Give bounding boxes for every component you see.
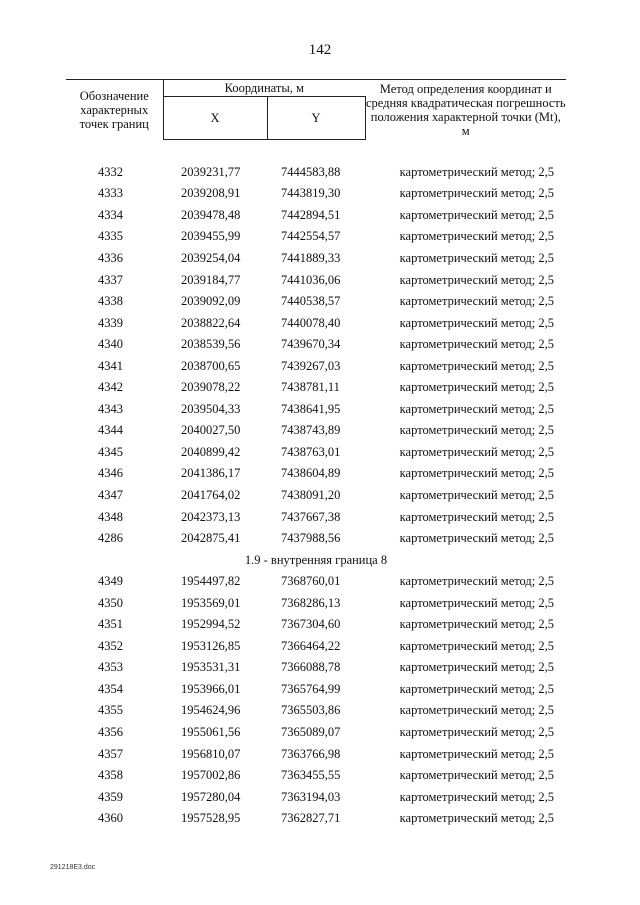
y-coordinate-cell: 7439267,03 bbox=[281, 358, 341, 373]
x-coordinate-cell: 2042875,41 bbox=[181, 531, 241, 546]
point-id-cell: 4351 bbox=[98, 617, 123, 632]
x-coordinate-cell: 2039455,99 bbox=[181, 229, 241, 244]
point-id-cell: 4359 bbox=[98, 789, 123, 804]
x-coordinate-cell: 1956810,07 bbox=[181, 746, 241, 761]
page-number: 142 bbox=[308, 42, 332, 58]
point-id-cell: 4353 bbox=[98, 660, 123, 675]
x-coordinate-cell: 1953126,85 bbox=[181, 638, 241, 653]
x-coordinate-cell: 2038700,65 bbox=[181, 358, 241, 373]
method-cell: картометрический метод; 2,5 bbox=[399, 358, 555, 373]
table-row bbox=[66, 571, 566, 593]
table-row bbox=[66, 248, 566, 270]
section-title: 1.9 - внутренняя граница 8 bbox=[244, 552, 388, 567]
table-row bbox=[66, 162, 566, 184]
method-cell: картометрический метод; 2,5 bbox=[399, 703, 555, 718]
point-id-cell: 4360 bbox=[98, 811, 123, 826]
point-id-cell: 4336 bbox=[98, 251, 123, 265]
x-coordinate-cell: 2039092,09 bbox=[181, 294, 241, 309]
table-row bbox=[66, 399, 566, 421]
table-row bbox=[66, 614, 566, 636]
y-coordinate-cell: 7437667,38 bbox=[281, 509, 341, 524]
method-cell: картометрический метод; 2,5 bbox=[399, 617, 555, 632]
method-cell: картометрический метод; 2,5 bbox=[399, 444, 555, 459]
method-cell: картометрический метод; 2,5 bbox=[399, 401, 555, 416]
method-cell: картометрический метод; 2,5 bbox=[399, 337, 555, 352]
method-cell: картометрический метод; 2,5 bbox=[399, 681, 555, 696]
table-row bbox=[66, 183, 566, 205]
x-coordinate-cell: 2039478,48 bbox=[181, 207, 241, 222]
method-cell: картометрический метод; 2,5 bbox=[399, 207, 555, 222]
x-coordinate-cell: 1954497,82 bbox=[181, 574, 241, 589]
point-id-cell: 4337 bbox=[98, 272, 123, 287]
method-cell: картометрический метод; 2,5 bbox=[399, 789, 555, 804]
x-coordinate-cell: 2039078,22 bbox=[181, 380, 241, 395]
y-coordinate-cell: 7441889,33 bbox=[281, 251, 341, 265]
table-row bbox=[66, 205, 566, 227]
x-coordinate-cell: 1953531,31 bbox=[181, 660, 241, 675]
point-id-cell: 4342 bbox=[98, 380, 123, 395]
x-coordinate-cell: 1954624,96 bbox=[181, 703, 241, 718]
point-id-cell: 4340 bbox=[98, 337, 123, 352]
y-coordinate-cell: 7440538,57 bbox=[281, 294, 341, 309]
method-cell: картометрический метод; 2,5 bbox=[399, 811, 555, 826]
x-coordinate-cell: 2039254,04 bbox=[181, 251, 241, 265]
table-row bbox=[66, 377, 566, 399]
method-cell: картометрический метод; 2,5 bbox=[399, 380, 555, 395]
table-row bbox=[66, 355, 566, 377]
point-id-cell: 4355 bbox=[98, 703, 123, 718]
point-id-cell: 4352 bbox=[98, 638, 123, 653]
point-id-cell: 4341 bbox=[98, 358, 123, 373]
method-cell: картометрический метод; 2,5 bbox=[399, 660, 555, 675]
x-coordinate-cell: 1953966,01 bbox=[181, 681, 241, 696]
x-coordinate-cell: 2041764,02 bbox=[181, 488, 241, 503]
x-coordinate-cell: 2040027,50 bbox=[181, 423, 241, 438]
x-coordinate-cell: 2039184,77 bbox=[181, 272, 241, 287]
footer-filename: 291218E3.doc bbox=[50, 864, 96, 871]
y-coordinate-cell: 7363194,03 bbox=[281, 789, 341, 804]
x-coordinate-cell: 1957280,04 bbox=[181, 789, 241, 804]
y-coordinate-cell: 7439670,34 bbox=[281, 337, 341, 352]
y-coordinate-cell: 7438743,89 bbox=[281, 423, 341, 438]
y-coordinate-cell: 7438763,01 bbox=[281, 444, 341, 459]
point-id-cell: 4335 bbox=[98, 229, 123, 244]
coordinates-table bbox=[66, 79, 566, 830]
point-id-cell: 4334 bbox=[98, 207, 123, 222]
point-id-cell: 4343 bbox=[98, 401, 123, 416]
x-coordinate-cell: 1957528,95 bbox=[181, 811, 241, 826]
method-cell: картометрический метод; 2,5 bbox=[399, 229, 555, 244]
point-id-cell: 4345 bbox=[98, 444, 123, 459]
y-coordinate-cell: 7444583,88 bbox=[281, 164, 341, 179]
header-method: Метод определения координат и средняя квадратическая погрешность положения характерной точки (Mt), м bbox=[365, 80, 566, 140]
x-coordinate-cell: 1957002,86 bbox=[181, 768, 241, 783]
y-coordinate-cell: 7438091,20 bbox=[281, 488, 341, 503]
method-cell: картометрический метод; 2,5 bbox=[399, 746, 555, 761]
point-id-cell: 4339 bbox=[98, 315, 123, 330]
table-row bbox=[66, 786, 566, 808]
table-row bbox=[66, 226, 566, 248]
method-cell: картометрический метод; 2,5 bbox=[399, 531, 555, 546]
x-coordinate-cell: 2039208,91 bbox=[181, 186, 241, 201]
x-coordinate-cell: 2040899,42 bbox=[181, 444, 241, 459]
table-row bbox=[66, 808, 566, 830]
y-coordinate-cell: 7366088,78 bbox=[281, 660, 341, 675]
y-coordinate-cell: 7365764,99 bbox=[281, 681, 341, 696]
x-coordinate-cell: 2041386,17 bbox=[181, 466, 241, 481]
header-point-id: Обозначение характерных точек границ bbox=[66, 80, 163, 140]
point-id-cell: 4338 bbox=[98, 294, 123, 309]
method-cell: картометрический метод; 2,5 bbox=[399, 294, 555, 309]
table-row bbox=[66, 636, 566, 658]
table-row bbox=[66, 420, 566, 442]
table-row bbox=[66, 442, 566, 464]
method-cell: картометрический метод; 2,5 bbox=[399, 272, 555, 287]
header-x: X bbox=[163, 97, 267, 140]
x-coordinate-cell: 2039504,33 bbox=[181, 401, 241, 416]
method-cell: картометрический метод; 2,5 bbox=[399, 595, 555, 610]
table-row bbox=[66, 700, 566, 722]
y-coordinate-cell: 7438641,95 bbox=[281, 401, 341, 416]
point-id-cell: 4350 bbox=[98, 595, 123, 610]
point-id-cell: 4346 bbox=[98, 466, 123, 481]
point-id-cell: 4286 bbox=[98, 531, 123, 546]
table-row bbox=[66, 463, 566, 485]
x-coordinate-cell: 2038539,56 bbox=[181, 337, 241, 352]
point-id-cell: 4348 bbox=[98, 509, 123, 524]
y-coordinate-cell: 7363766,98 bbox=[281, 746, 341, 761]
point-id-cell: 4344 bbox=[98, 423, 123, 438]
y-coordinate-cell: 7438604,89 bbox=[281, 466, 341, 481]
method-cell: картометрический метод; 2,5 bbox=[399, 638, 555, 653]
table-row bbox=[66, 291, 566, 313]
point-id-cell: 4332 bbox=[98, 164, 123, 179]
table-row bbox=[66, 722, 566, 744]
method-cell: картометрический метод; 2,5 bbox=[399, 186, 555, 201]
method-cell: картометрический метод; 2,5 bbox=[399, 488, 555, 503]
header-coordinates: Координаты, м bbox=[163, 80, 365, 97]
point-id-cell: 4356 bbox=[98, 725, 123, 740]
y-coordinate-cell: 7440078,40 bbox=[281, 315, 341, 330]
table-row bbox=[66, 506, 566, 528]
y-coordinate-cell: 7441036,06 bbox=[281, 272, 341, 287]
table-row bbox=[66, 765, 566, 787]
table-row bbox=[66, 592, 566, 614]
method-cell: картометрический метод; 2,5 bbox=[399, 466, 555, 481]
y-coordinate-cell: 7367304,60 bbox=[281, 617, 341, 632]
x-coordinate-cell: 1955061,56 bbox=[181, 725, 241, 740]
table-body bbox=[66, 140, 566, 830]
point-id-cell: 4347 bbox=[98, 488, 123, 503]
y-coordinate-cell: 7442894,51 bbox=[281, 207, 341, 222]
table-row bbox=[66, 743, 566, 765]
y-coordinate-cell: 7365503,86 bbox=[281, 703, 341, 718]
point-id-cell: 4333 bbox=[98, 186, 123, 201]
table-row bbox=[66, 657, 566, 679]
table-header bbox=[66, 80, 566, 140]
x-coordinate-cell: 2039231,77 bbox=[181, 164, 241, 179]
point-id-cell: 4357 bbox=[98, 746, 123, 761]
y-coordinate-cell: 7365089,07 bbox=[281, 725, 341, 740]
y-coordinate-cell: 7443819,30 bbox=[281, 186, 341, 201]
method-cell: картометрический метод; 2,5 bbox=[399, 768, 555, 783]
section-title-row bbox=[66, 549, 566, 571]
table-row bbox=[66, 679, 566, 701]
x-coordinate-cell: 1952994,52 bbox=[181, 617, 241, 632]
y-coordinate-cell: 7438781,11 bbox=[281, 380, 340, 395]
point-id-cell: 4354 bbox=[98, 681, 123, 696]
y-coordinate-cell: 7362827,71 bbox=[281, 811, 341, 826]
y-coordinate-cell: 7437988,56 bbox=[281, 531, 341, 546]
y-coordinate-cell: 7368760,01 bbox=[281, 574, 341, 589]
table-row bbox=[66, 528, 566, 550]
method-cell: картометрический метод; 2,5 bbox=[399, 315, 555, 330]
method-cell: картометрический метод; 2,5 bbox=[399, 725, 555, 740]
y-coordinate-cell: 7442554,57 bbox=[281, 229, 341, 244]
table-row bbox=[66, 485, 566, 507]
x-coordinate-cell: 2042373,13 bbox=[181, 509, 241, 524]
table-row bbox=[66, 312, 566, 334]
method-cell: картометрический метод; 2,5 bbox=[399, 574, 555, 589]
method-cell: картометрический метод; 2,5 bbox=[399, 164, 555, 179]
method-cell: картометрический метод; 2,5 bbox=[399, 251, 555, 265]
x-coordinate-cell: 2038822,64 bbox=[181, 315, 241, 330]
point-id-cell: 4349 bbox=[98, 574, 123, 589]
point-id-cell: 4358 bbox=[98, 768, 123, 783]
table-row bbox=[66, 269, 566, 291]
x-coordinate-cell: 1953569,01 bbox=[181, 595, 241, 610]
y-coordinate-cell: 7368286,13 bbox=[281, 595, 341, 610]
method-cell: картометрический метод; 2,5 bbox=[399, 423, 555, 438]
header-y: Y bbox=[267, 97, 365, 140]
table-row bbox=[66, 334, 566, 356]
y-coordinate-cell: 7366464,22 bbox=[281, 638, 341, 653]
method-cell: картометрический метод; 2,5 bbox=[399, 509, 555, 524]
y-coordinate-cell: 7363455,55 bbox=[281, 768, 341, 783]
